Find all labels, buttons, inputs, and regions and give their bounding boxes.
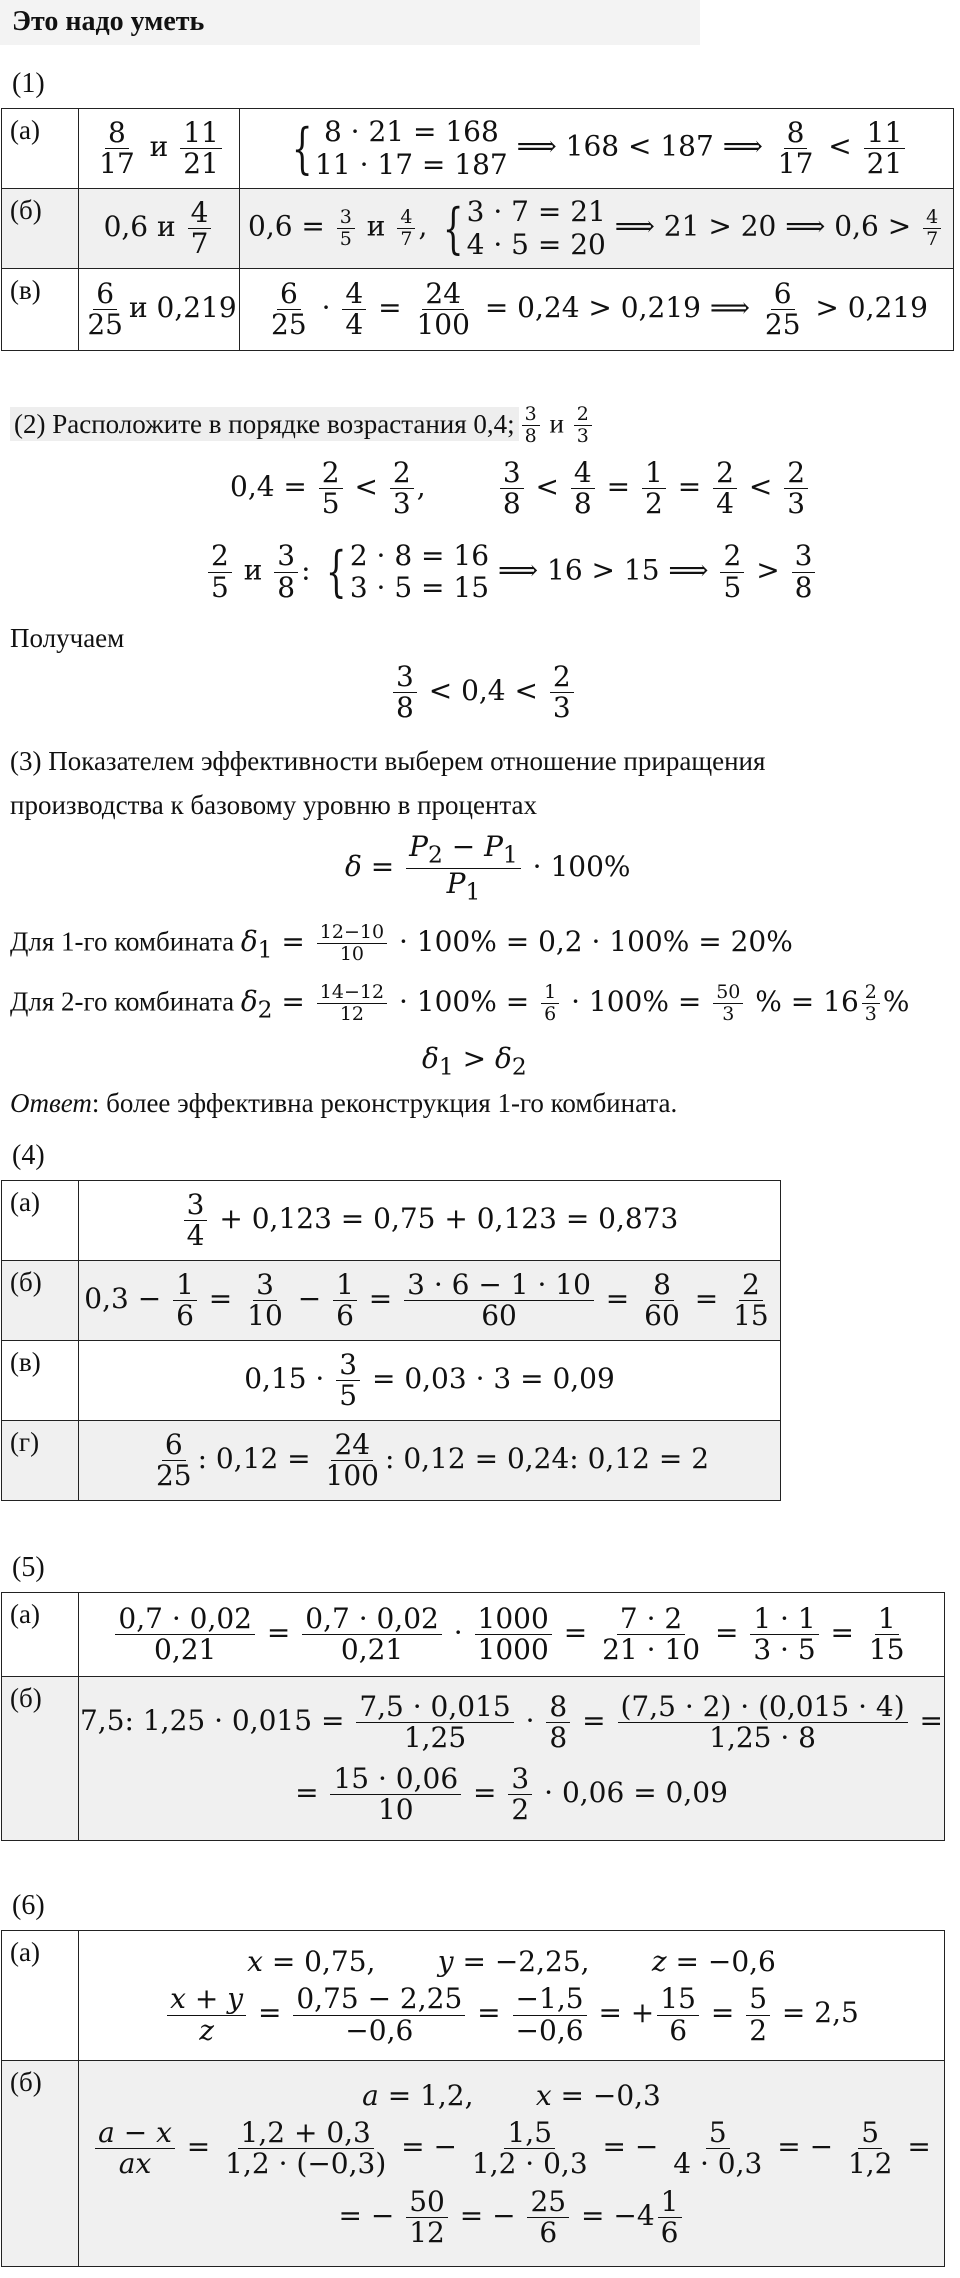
s3-intro-line2: производства к базовому уровню в процентах — [10, 790, 538, 820]
s2-result: $\frac{3}{8}$ < 0,4 < $\frac{2}{3}$ — [390, 662, 577, 723]
row-4a: $\frac{3}{4}$ + 0,123 = 0,75 + 0,123 = 0,873 — [79, 1181, 781, 1261]
row-1c-solution: $\frac{6}{25}$ · $\frac{4}{4}$ = $\frac{24}{100}$ = 0,24 > 0,219 ⟹ $\frac{6}{25}$ > 0,219 — [240, 269, 954, 351]
s3-compare: $\delta_1 > \delta_2$ — [422, 1042, 527, 1081]
s3-combine-1: Для 1-го комбината $\delta_1$ = $\frac{12-10}{10}$ · 100% = 0,2 · 100% = 20% — [10, 921, 793, 965]
row-label: (б) — [2, 1261, 79, 1341]
row-4b: 0,3 − $\frac{1}{6}$ = $\frac{3}{10}$ − $\frac{1}{6}$ = $\frac{3 \cdot 6 - 1 \cdot 10}{60}$ = $\frac{8}{60}$ = $\frac{2}{15}$ — [79, 1261, 781, 1341]
section-1-table — [1, 108, 954, 351]
row-label: (в) — [2, 269, 79, 351]
row-label: (а) — [2, 1593, 79, 1677]
row-label: (г) — [2, 1421, 79, 1501]
row-6a: x = 0,75, y = −2,25, z = −0,6 $\frac{x + y}{z}$ = $\frac{0,75 - 2,25}{-0,6}$ = $\frac{-1,5}{-0,6}$ = + $\frac{15}{6}$ = $\frac{5}{2}$ = 2,5 — [79, 1931, 945, 2061]
s2-line-1: 0,4 = $\frac{2}{5}$ < $\frac{2}{3}$ , $\frac{3}{8}$ < $\frac{4}{8}$ = $\frac{1}{2}$ = $\frac{2}{4}$ < $\frac{2}{3}$ — [230, 458, 811, 519]
row-label: (б) — [2, 2061, 79, 2267]
section-6-table — [1, 1930, 945, 2267]
s3-formula: δ = $\frac{P_2 - P_1}{P_1}$ · 100% — [345, 830, 631, 906]
row-1c-task: $\frac{6}{25}$ и 0,219 — [79, 269, 240, 351]
section-4-table — [1, 1180, 781, 1501]
row-5a: $\frac{0,7 \cdot 0,02}{0,21}$ = $\frac{0,7 \cdot 0,02}{0,21}$ · $\frac{1000}{1000}$ = $\frac{7 \cdot 2}{21 \cdot 10}$ = $\frac{1 \cdot 1}{3 \cdot 5}$ = $\frac{1}{15}$ — [79, 1593, 945, 1677]
section-5-number: (5) — [12, 1552, 45, 1583]
section-2-intro: (2) Расположите в порядке возрастания 0,4; $\frac{3}{8}$ и $\frac{2}{3}$ — [10, 404, 595, 446]
s2-line-2: $\frac{2}{5}$ и $\frac{3}{8}$ : { 2 · 8 = 16 3 · 5 = 15 ⟹ 16 > 15 ⟹ $\frac{2}{5}$ > $\frac{3}{8}$ — [205, 540, 818, 604]
s3-combine-2: Для 2-го комбината $\delta_2$ = $\frac{14-12}{12}$ · 100% = $\frac{1}{6}$ · 100% = $\frac{50}{3}$ % = 16 $\frac{2}{3}$ % — [10, 981, 910, 1025]
row-5b: 7,5: 1,25 · 0,015 = $\frac{7,5 \cdot 0,015}{1,25}$ · $\frac{8}{8}$ = $\frac{(7,5 \cdot 2) \cdot (0,015 \cdot 4)}{1,25 \cdot 8}$ = = $\frac{15 \cdot 0,06}{10}$ = $\frac{3}{2}$ · 0,06 = 0,09 — [79, 1677, 945, 1841]
row-6b: a = 1,2, x = −0,3 $\frac{a - x}{ax}$ = $\frac{1,2 + 0,3}{1,2 \cdot (-0,3)}$ = − $\frac{1,5}{1,2 \cdot 0,3}$ = − $\frac{5}{4 \cdot 0,3}$ = − $\frac{5}{1,2}$ = = − $\frac{50}{12}$ = − $\frac{25}{6}$ = −4 $\frac{1}{6}$ — [79, 2061, 945, 2267]
page-title: Это надо уметь — [12, 6, 205, 37]
row-label: (а) — [2, 109, 79, 189]
section-5-table — [1, 1592, 945, 1841]
row-label: (а) — [2, 1181, 79, 1261]
s3-answer: Ответ: более эффективна реконструкция 1-го комбината. — [10, 1088, 678, 1118]
row-1a-task: $\frac{8}{17}$ и $\frac{11}{21}$ — [79, 109, 240, 189]
s3-intro-line1: (3) Показателем эффективности выберем отношение приращения — [10, 746, 766, 776]
row-label: (б) — [2, 189, 79, 269]
row-4c: 0,15 · $\frac{3}{5}$ = 0,03 · 3 = 0,09 — [79, 1341, 781, 1421]
row-1b-solution: 0,6 = $\frac{3}{5}$ и $\frac{4}{7}$ , { 3 · 7 = 21 4 · 5 = 20 ⟹ 21 > 20 ⟹ 0,6 > $\frac{4}{7}$ — [240, 189, 954, 269]
section-4-number: (4) — [12, 1140, 45, 1171]
row-label: (в) — [2, 1341, 79, 1421]
row-1a-solution: { 8 · 21 = 168 11 · 17 = 187 ⟹ 168 < 187 ⟹ $\frac{8}{17}$ < $\frac{11}{21}$ — [240, 109, 954, 189]
row-label: (а) — [2, 1931, 79, 2061]
row-4d: $\frac{6}{25}$ : 0,12 = $\frac{24}{100}$ : 0,12 = 0,24: 0,12 = 2 — [79, 1421, 781, 1501]
section-1-number: (1) — [12, 68, 45, 99]
row-label: (б) — [2, 1677, 79, 1841]
section-6-number: (6) — [12, 1890, 45, 1921]
row-1b-task: 0,6 и $\frac{4}{7}$ — [79, 189, 240, 269]
s2-result-label: Получаем — [10, 623, 125, 653]
